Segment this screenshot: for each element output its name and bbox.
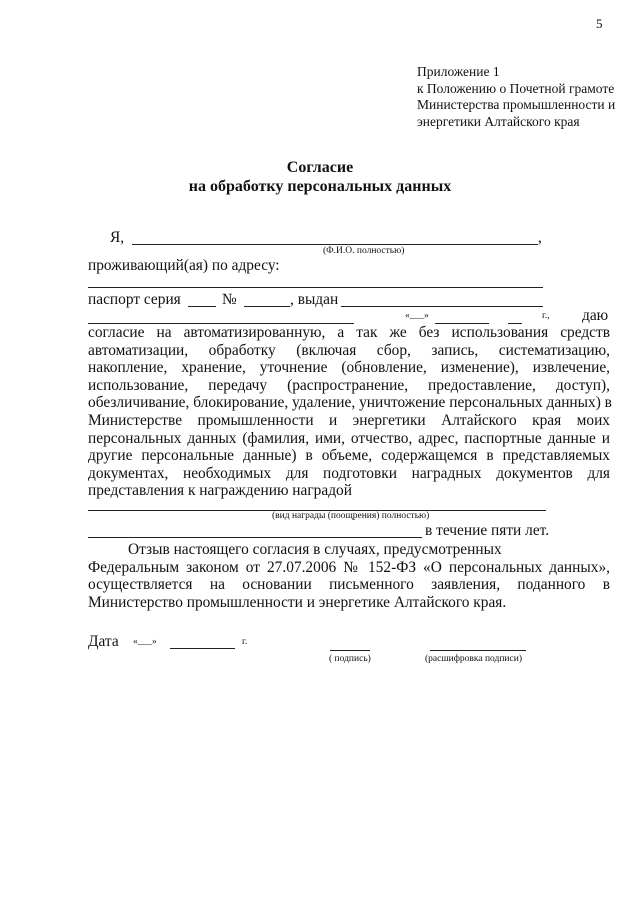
date-year-label: г. — [242, 637, 248, 647]
document-title: Согласие — [286, 159, 354, 176]
document-subtitle: на обработку персональных данных — [188, 178, 452, 195]
consent-line-2: автоматизации, обработку (включая сбор, запись, систематизацию, — [88, 341, 610, 359]
consent-line-6: Министерстве промышленности и энергетики Алтайского края моих — [88, 412, 610, 429]
consent-line-9: документах, необходимых для подготовки наградных документов для — [88, 464, 610, 482]
appendix-line-2: к Положению о Почетной грамоте — [417, 80, 615, 96]
consent-line-10: представления к награждению наградой — [88, 482, 352, 500]
appendix-line-4: энергетики Алтайского края — [417, 113, 580, 129]
page-number: 5 — [596, 16, 603, 31]
passport-number-input-line[interactable] — [244, 306, 290, 307]
date-label: Дата — [88, 633, 119, 650]
signature-decoding-caption: (расшифровка подписи) — [425, 654, 522, 664]
address-label: проживающий(ая) по адресу: — [88, 257, 280, 274]
validity-text: в течение пяти лет. — [425, 522, 550, 539]
give-word: даю — [582, 307, 609, 324]
appendix-line-3: Министерства промышленности и — [417, 97, 616, 112]
consent-line-1: согласие на автоматизированную, а так же без использования средств — [88, 324, 610, 341]
passport-issued-label: , выдан — [290, 291, 339, 308]
date-day-quote: «___» — [133, 637, 157, 647]
revocation-line-2: Федеральным законом от 27.07.2006 № 152-ФЗ «О персональных данных», — [88, 558, 610, 576]
award-type-caption: (вид награды (поощрения) полностью) — [272, 511, 430, 521]
passport-issued-by-input-line[interactable] — [341, 306, 543, 307]
signature-input-line[interactable] — [330, 650, 370, 651]
consent-line-3: накопление, хранение, уточнение (обновление, изменение), извлечение, — [88, 359, 610, 377]
appendix-header — [417, 64, 615, 130]
i-label: Я, — [110, 229, 125, 246]
fio-caption: (Ф.И.О. полностью) — [323, 246, 405, 256]
consent-line-8: другие персональные данные) в объеме, содержащемся в представляемых — [88, 447, 610, 465]
revocation-line-3: осуществляется на основании письменного заявления, поданного в — [88, 576, 610, 594]
appendix-line-1: Приложение 1 — [417, 64, 500, 79]
consent-line-4: использование, передачу (распространение, предоставление, доступ), — [88, 376, 610, 394]
date-month-input-line[interactable] — [170, 648, 235, 649]
passport-series-label: паспорт серия — [88, 291, 181, 308]
fio-trailing-comma: , — [538, 229, 542, 246]
consent-line-7: персональных данных (фамилия, ими, отчество, адрес, паспортные данные и — [88, 429, 610, 447]
passport-number-label: № — [222, 291, 237, 308]
fio-input-line[interactable] — [132, 244, 538, 245]
signature-caption: ( подпись) — [329, 654, 371, 664]
revocation-line-1: Отзыв настоящего согласия в случаях, предусмотренных — [128, 541, 502, 558]
signature-decoding-input-line[interactable] — [430, 650, 526, 651]
revocation-line-4: Министерство промышленности и энергетике Алтайского края. — [88, 593, 507, 611]
passport-series-input-line[interactable] — [188, 306, 216, 307]
issue-year-label: г., — [542, 311, 550, 321]
consent-line-5: обезличивание, блокирование, удаление, уничтожение персональных данных) в — [88, 394, 612, 412]
address-input-line[interactable] — [88, 287, 543, 288]
award-type-continued-line[interactable] — [88, 537, 422, 538]
issue-day-quote: «___» — [405, 311, 429, 321]
